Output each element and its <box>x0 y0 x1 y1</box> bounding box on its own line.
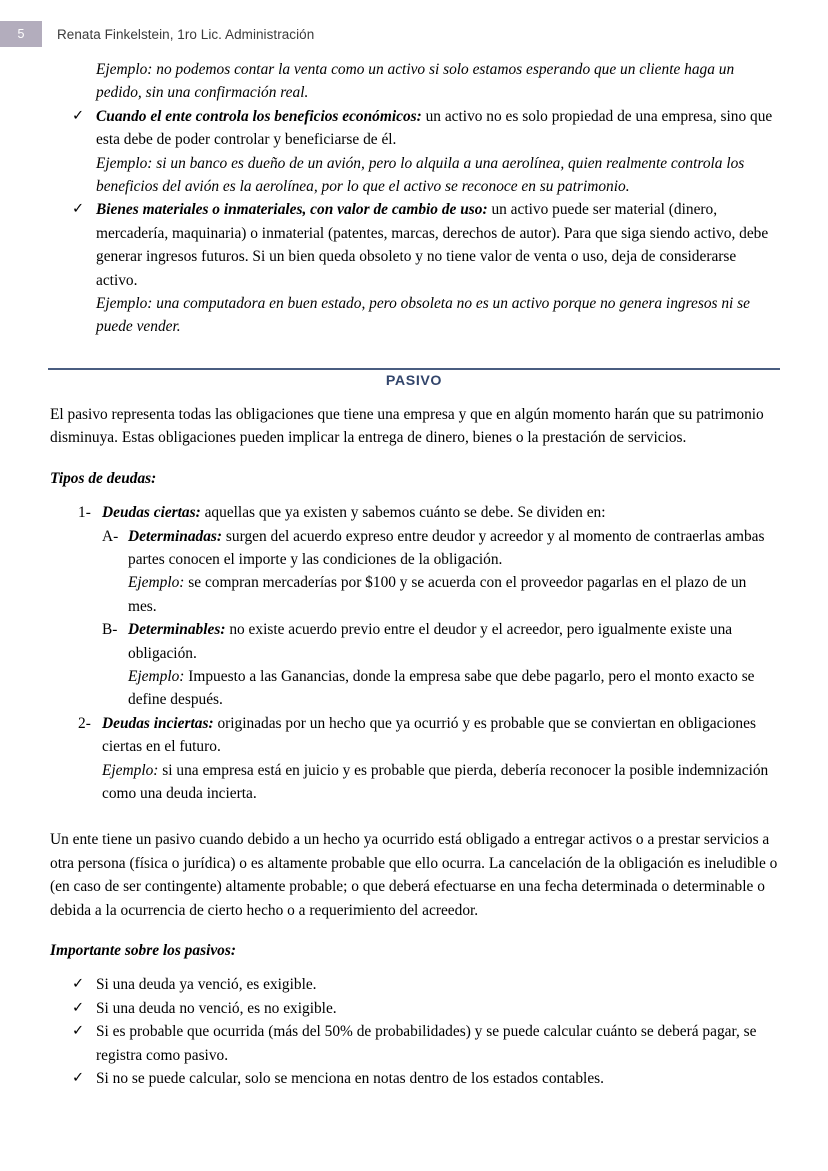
deuda-item-2-lead: Deudas inciertas: <box>102 714 214 732</box>
importante-item <box>72 1067 780 1090</box>
importante-item-text: Si una deuda ya venció, es exigible. <box>96 976 317 994</box>
deuda-subitem-b-example-lead: Ejemplo: <box>128 667 185 685</box>
spacer-before-section <box>0 339 828 368</box>
importante-item <box>72 973 780 996</box>
importante-item-text: Si es probable que ocurrida (más del 50% de probabilidades) y se puede calcular cuánto se deberá pagar, se registra como pasivo. <box>96 1023 757 1064</box>
activo-bullet-1-rest: un activo no es solo propiedad de una empresa, sino que esta debe de poder controlar y beneficiarse de él. <box>96 107 773 149</box>
activo-bullet-2-example: Ejemplo: una computadora en buen estado, pero obsoleta no es un activo porque no genera ingresos ni se puede vender. <box>96 295 751 336</box>
deuda-subitem-b <box>102 618 778 665</box>
pasivo-definition-paragraph: Un ente tiene un pasivo cuando debido a un hecho ya ocurrido está obligado a entregar activos o a prestar servicios a otra persona (física o jurídica) o es altamente probable que ello ocurra. La cancelación de la obligación es ineludible o (en caso de ser contingente) altamente probable; o que deberá efectuarse en una fecha determinada o determinable o debida a la ocurrencia de cierto hecho o a requerimiento del acreedor. <box>50 831 778 919</box>
importante-heading: Importante sobre los pasivos: <box>50 942 236 959</box>
page-header <box>0 20 828 48</box>
deuda-subitem-b-lead: Determinables: <box>128 621 226 639</box>
activo-bullet-2 <box>72 198 780 292</box>
deuda-subitem-a <box>102 525 778 572</box>
deuda-subitem-b-example <box>128 665 778 712</box>
deuda-item-2-rest: originadas por un hecho que ya ocurrió y es probable que se conviertan en obligaciones ciertas en el futuro. <box>102 714 756 756</box>
activo-bullet-1-example: Ejemplo: si un banco es dueño de un avión, pero lo alquila a una aerolínea, quien realmente controla los beneficios del avión es la aerolínea, por lo que el activo se reconoce en su patrimonio. <box>96 154 745 196</box>
header-author-title: Renata Finkelstein, 1ro Lic. Administración <box>57 26 315 42</box>
pasivo-intro-paragraph: El pasivo representa todas las obligaciones que tiene una empresa y que en algún momento harán que su patrimonio disminuya. Estas obligaciones pueden implicar la entrega de dinero, bienes o la prestación de servicios. <box>50 405 764 447</box>
deuda-subitem-a-rest: surgen del acuerdo expreso entre deudor y acreedor y al momento de contraerlas ambas partes conocen el importe y las condiciones de la obligación. <box>128 527 765 568</box>
check-icon: ✓ <box>72 976 85 993</box>
deuda-item-1-lead: Deudas ciertas: <box>102 504 201 522</box>
deuda-subitem-a-example <box>128 571 778 618</box>
check-icon: ✓ <box>72 107 85 124</box>
activo-bullet-2-lead: Bienes materiales o inmateriales, con valor de cambio de uso: <box>96 201 488 219</box>
spacer-after-tipos <box>0 490 828 501</box>
deuda-subitem-a-example-lead: Ejemplo: <box>128 574 185 592</box>
section-heading-pasivo: PASIVO <box>385 372 443 389</box>
spacer-after-heading <box>0 392 828 403</box>
deuda-item-2-example-lead: Ejemplo: <box>102 761 159 779</box>
spacer-before-importante <box>0 922 828 939</box>
deuda-item-1 <box>78 501 778 524</box>
check-icon: ✓ <box>72 999 85 1016</box>
deuda-item-1-marker: 1- <box>78 504 91 522</box>
activo-example-carryover: Ejemplo: no podemos contar la venta como un activo si solo estamos esperando que un cliente haga un pedido, sin una confirmación real. <box>96 61 735 102</box>
page-number: 5 <box>17 26 25 41</box>
check-icon: ✓ <box>72 201 85 218</box>
deuda-subitem-b-example-rest: Impuesto a las Ganancias, donde la empresa sabe que debe pagarlo, pero el monto exacto se define después. <box>128 667 755 709</box>
deuda-item-2-example <box>102 759 778 806</box>
check-icon: ✓ <box>72 1023 85 1040</box>
importante-item <box>72 1020 780 1067</box>
deuda-item-2 <box>78 712 778 759</box>
tipos-de-deudas-heading: Tipos de deudas: <box>50 469 157 487</box>
deuda-item-2-marker: 2- <box>78 714 91 732</box>
spacer-after-importante-heading <box>0 962 828 973</box>
spacer-before-definition <box>0 805 828 828</box>
importante-item-text: Si no se puede calcular, solo se menciona en notas dentro de los estados contables. <box>96 1070 604 1088</box>
deuda-subitem-a-example-rest: se compran mercaderías por $100 y se acuerda con el proveedor pagarlas en el plazo de un mes. <box>128 574 747 615</box>
deuda-subitem-b-marker: B- <box>102 621 118 639</box>
deuda-subitem-a-marker: A- <box>102 527 119 545</box>
activo-bullet-1-lead: Cuando el ente controla los beneficios económicos: <box>96 107 422 125</box>
deuda-item-1-rest: aquellas que ya existen y sabemos cuánto se debe. Se dividen en: <box>200 504 606 522</box>
page-number-badge <box>0 21 42 47</box>
activo-bullet-2-rest: un activo puede ser material (dinero, mercadería, maquinaria) o inmaterial (patentes, marcas, derechos de autor). Para que siga siendo activo, debe generar ingresos futuros. Si un bien queda obsoleto y no tiene valor de venta o uso, deja de considerarse activo. <box>96 201 769 289</box>
activo-bullet-1 <box>72 105 780 152</box>
deuda-subitem-b-rest: no existe acuerdo previo entre el deudor y el acreedor, pero igualmente existe una obligación. <box>128 621 733 662</box>
deuda-subitem-a-lead: Determinadas: <box>128 527 223 545</box>
importante-item <box>72 997 780 1020</box>
importante-item-text: Si una deuda no venció, es no exigible. <box>96 999 337 1017</box>
check-icon: ✓ <box>72 1070 85 1087</box>
spacer-before-tipos <box>0 450 828 467</box>
deuda-item-2-example-rest: si una empresa está en juicio y es probable que pierda, debería reconocer la posible indemnización como una deuda incierta. <box>102 761 769 802</box>
document-body <box>0 58 828 1090</box>
